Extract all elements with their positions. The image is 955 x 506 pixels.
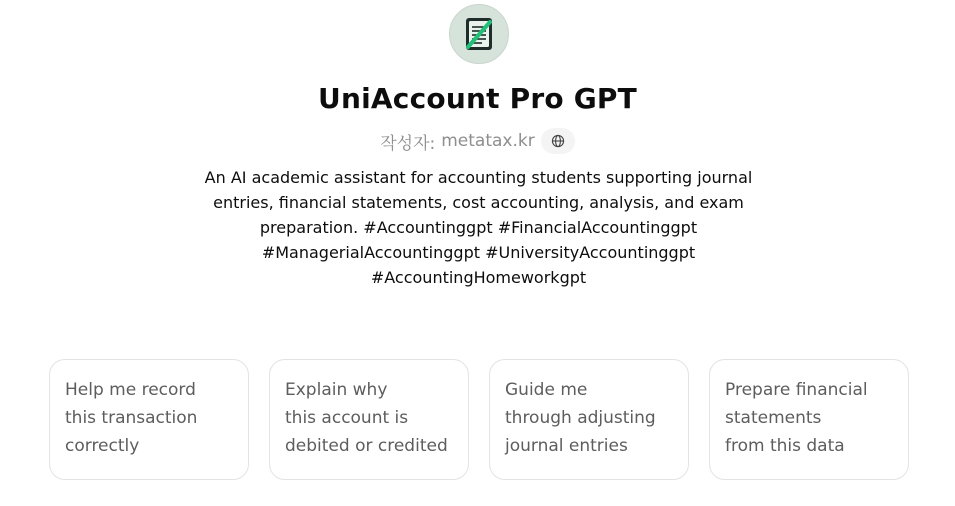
starter-line: this transaction bbox=[65, 408, 198, 428]
document-logo-icon bbox=[459, 14, 499, 54]
description-line: preparation. #Accountinggpt #FinancialAccountinggpt bbox=[259, 218, 698, 237]
starter-line: through adjusting bbox=[505, 408, 656, 428]
description-line: An AI academic assistant for accounting students supporting journal bbox=[204, 168, 753, 187]
description-line: entries, financial statements, cost accounting, analysis, and exam bbox=[213, 193, 744, 212]
author-prefix: 작성자: bbox=[380, 133, 436, 154]
starter-line: Explain why bbox=[285, 380, 388, 400]
starter-line: correctly bbox=[65, 436, 140, 456]
conversation-starters bbox=[49, 359, 909, 480]
starter-line: journal entries bbox=[505, 436, 628, 456]
starter-record-transaction[interactable] bbox=[49, 359, 249, 480]
starter-line: this account is bbox=[285, 408, 409, 428]
author-name: metatax.kr bbox=[441, 131, 535, 151]
author-website-button[interactable] bbox=[541, 128, 575, 154]
starter-line: statements bbox=[725, 408, 822, 428]
starter-line: from this data bbox=[725, 436, 845, 456]
gpt-avatar bbox=[449, 4, 509, 64]
starter-line: debited or credited bbox=[285, 436, 448, 456]
author-row bbox=[0, 128, 955, 154]
gpt-title: UniAccount Pro GPT bbox=[318, 82, 637, 115]
globe-icon bbox=[551, 134, 565, 148]
starter-line: Guide me bbox=[505, 380, 588, 400]
starter-adjusting-entries[interactable] bbox=[489, 359, 689, 480]
description-line: #AccountingHomeworkgpt bbox=[370, 268, 587, 287]
starter-line: Help me record bbox=[65, 380, 196, 400]
starter-prepare-statements[interactable] bbox=[709, 359, 909, 480]
gpt-description bbox=[197, 165, 760, 290]
starter-line: Prepare financial bbox=[725, 380, 868, 400]
description-line: #ManagerialAccountinggpt #UniversityAccountinggpt bbox=[261, 243, 696, 262]
starter-explain-debit-credit[interactable] bbox=[269, 359, 469, 480]
